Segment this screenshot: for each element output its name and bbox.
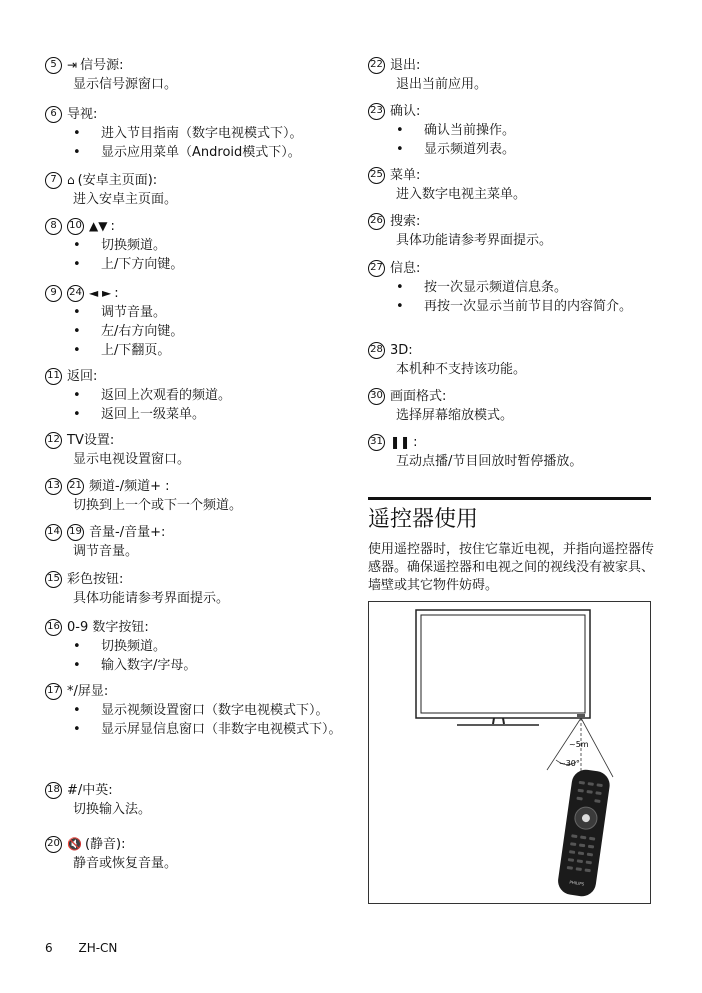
item-heading bbox=[45, 216, 345, 236]
item-heading bbox=[368, 101, 653, 121]
item-number-badge: 25 bbox=[368, 167, 385, 184]
item-bullet-list bbox=[45, 124, 345, 162]
item-title: : bbox=[413, 434, 418, 450]
item-13 bbox=[45, 476, 345, 515]
item-heading bbox=[45, 170, 345, 190]
item-14 bbox=[45, 522, 345, 561]
item-heading bbox=[45, 780, 345, 800]
item-title: 音量-/音量+: bbox=[89, 524, 166, 540]
bullet-item: • 切换频道。 bbox=[73, 236, 345, 255]
remote-control bbox=[556, 768, 611, 898]
item-heading bbox=[368, 211, 653, 231]
bullet-item: • 确认当前操作。 bbox=[396, 121, 653, 140]
bullet-item: • 显示应用菜单（Android模式下）。 bbox=[73, 143, 345, 162]
item-title: #/中英: bbox=[67, 782, 113, 798]
item-title: 退出: bbox=[390, 57, 421, 73]
item-17 bbox=[45, 681, 345, 739]
item-title: 彩色按钮: bbox=[67, 571, 124, 587]
item-description: 显示信号源窗口。 bbox=[73, 77, 178, 92]
item-number-badge: 5 bbox=[45, 57, 62, 74]
page-footer bbox=[45, 941, 139, 955]
tv-stand-neck-2 bbox=[503, 718, 504, 724]
key-icon: ▲▼ bbox=[89, 218, 108, 233]
item-8 bbox=[45, 216, 345, 274]
item-number-badge: 27 bbox=[368, 260, 385, 277]
item-heading bbox=[368, 55, 653, 75]
bullet-item: • 按一次显示频道信息条。 bbox=[396, 278, 653, 297]
item-number-badge: 11 bbox=[45, 368, 62, 385]
item-title: TV设置: bbox=[67, 432, 115, 448]
item-number-badge: 18 bbox=[45, 782, 62, 799]
item-title: 3D: bbox=[390, 342, 413, 358]
item-heading bbox=[368, 258, 653, 278]
item-15 bbox=[45, 569, 345, 608]
item-description: 具体功能请参考界面提示。 bbox=[73, 591, 230, 606]
item-number-badge: 26 bbox=[368, 213, 385, 230]
tv-remote-illustration bbox=[369, 602, 650, 903]
item-28 bbox=[368, 340, 653, 379]
page-number: 6 bbox=[45, 941, 53, 955]
item-16 bbox=[45, 617, 345, 675]
item-number-badge: 28 bbox=[368, 342, 385, 359]
item-30 bbox=[368, 386, 653, 425]
item-26 bbox=[368, 211, 653, 250]
key-icon: 🔇 bbox=[67, 836, 82, 851]
item-bullet-list bbox=[45, 637, 345, 675]
item-description: 选择屏幕缩放模式。 bbox=[396, 408, 514, 423]
bullet-item: • 显示视频设置窗口（数字电视模式下）。 bbox=[73, 701, 345, 720]
item-heading bbox=[368, 432, 653, 452]
section-paragraph: 使用遥控器时，按住它靠近电视，并指向遥控器传感器。确保遥控器和电视之间的视线没有被家具、墙壁或其它物件妨碍。 bbox=[368, 542, 655, 593]
item-description: 退出当前应用。 bbox=[396, 77, 488, 92]
item-20 bbox=[45, 834, 345, 873]
item-heading bbox=[45, 522, 345, 542]
item-title: 0-9 数字按钮: bbox=[67, 619, 149, 635]
item-title: 频道-/频道+ : bbox=[89, 478, 170, 494]
item-bullet-list bbox=[368, 278, 653, 316]
item-heading bbox=[45, 55, 345, 75]
item-description: 切换到上一个或下一个频道。 bbox=[73, 498, 243, 513]
item-number-badge: 8 bbox=[45, 218, 62, 235]
item-7 bbox=[45, 170, 345, 209]
bullet-item: • 上/下方向键。 bbox=[73, 255, 345, 274]
item-5 bbox=[45, 55, 345, 94]
bullet-item: • 进入节目指南（数字电视模式下）。 bbox=[73, 124, 345, 143]
item-title: : bbox=[114, 285, 119, 301]
item-18 bbox=[45, 780, 345, 819]
remote-usage-figure bbox=[368, 601, 651, 904]
section-title: 遥控器使用 bbox=[368, 507, 479, 532]
item-title: 确认: bbox=[390, 103, 421, 119]
key-icon: ◄ ► bbox=[89, 285, 112, 300]
item-number-badge: 7 bbox=[45, 172, 62, 189]
bullet-item: • 返回上一级菜单。 bbox=[73, 405, 345, 424]
item-title: 菜单: bbox=[390, 167, 421, 183]
item-bullet-list bbox=[45, 303, 345, 360]
item-heading bbox=[45, 366, 345, 386]
key-icon: ❚❚ bbox=[390, 434, 411, 449]
item-23 bbox=[368, 101, 653, 159]
item-number-badge: 21 bbox=[67, 478, 84, 495]
item-description: 静音或恢复音量。 bbox=[73, 856, 178, 871]
item-6 bbox=[45, 104, 345, 162]
item-27 bbox=[368, 258, 653, 316]
item-number-badge: 13 bbox=[45, 478, 62, 495]
bullet-item: • 再按一次显示当前节目的内容简介。 bbox=[396, 297, 653, 316]
remote-brand: PHILIPS bbox=[569, 879, 585, 887]
item-heading bbox=[45, 681, 345, 701]
item-heading bbox=[368, 165, 653, 185]
item-heading bbox=[368, 340, 653, 360]
item-number-badge: 14 bbox=[45, 524, 62, 541]
bullet-item: • 输入数字/字母。 bbox=[73, 656, 345, 675]
item-number-badge: 20 bbox=[45, 836, 62, 853]
item-heading bbox=[45, 104, 345, 124]
item-22 bbox=[368, 55, 653, 94]
distance-label: ~5m bbox=[569, 740, 589, 749]
item-number-badge: 23 bbox=[368, 103, 385, 120]
section-rule bbox=[368, 497, 651, 500]
bullet-item: • 显示屏显信息窗口（非数字电视模式下）。 bbox=[73, 720, 345, 739]
angle-label: ~30° bbox=[559, 759, 580, 768]
item-heading bbox=[45, 283, 345, 303]
item-title: (安卓主页面): bbox=[77, 172, 158, 188]
item-bullet-list bbox=[45, 236, 345, 274]
item-heading bbox=[368, 386, 653, 406]
item-title: : bbox=[110, 218, 115, 234]
item-description: 互动点播/节目回放时暂停播放。 bbox=[396, 454, 583, 469]
item-description: 调节音量。 bbox=[73, 544, 139, 559]
item-title: 信息: bbox=[390, 260, 421, 276]
item-bullet-list bbox=[45, 386, 345, 424]
item-description: 具体功能请参考界面提示。 bbox=[396, 233, 553, 248]
item-title: (静音): bbox=[84, 836, 126, 852]
item-heading bbox=[45, 834, 345, 854]
item-title: 返回: bbox=[67, 368, 98, 384]
bullet-item: • 切换频道。 bbox=[73, 637, 345, 656]
item-number-badge: 12 bbox=[45, 432, 62, 449]
item-number-badge: 31 bbox=[368, 434, 385, 451]
item-number-badge: 6 bbox=[45, 106, 62, 123]
item-description: 本机种不支持该功能。 bbox=[396, 362, 527, 377]
item-title: */屏显: bbox=[67, 683, 109, 699]
item-title: 信号源: bbox=[80, 57, 124, 73]
item-number-badge: 9 bbox=[45, 285, 62, 302]
key-icon: ⌂ bbox=[67, 172, 75, 187]
item-number-badge: 16 bbox=[45, 619, 62, 636]
bullet-item: • 显示频道列表。 bbox=[396, 140, 653, 159]
item-number-badge: 15 bbox=[45, 571, 62, 588]
bullet-item: • 调节音量。 bbox=[73, 303, 345, 322]
item-description: 切换输入法。 bbox=[73, 802, 152, 817]
bullet-item: • 返回上次观看的频道。 bbox=[73, 386, 345, 405]
language-code: ZH-CN bbox=[78, 941, 118, 955]
item-title: 搜索: bbox=[390, 213, 421, 229]
tv-screen bbox=[421, 615, 585, 713]
item-number-badge: 24 bbox=[67, 285, 84, 302]
item-bullet-list bbox=[45, 701, 345, 739]
item-number-badge: 19 bbox=[67, 524, 84, 541]
bullet-item: • 上/下翻页。 bbox=[73, 341, 345, 360]
item-description: 进入安卓主页面。 bbox=[73, 192, 178, 207]
item-number-badge: 17 bbox=[45, 683, 62, 700]
key-icon: ⇥ bbox=[67, 57, 78, 72]
item-9 bbox=[45, 283, 345, 360]
item-title: 导视: bbox=[67, 106, 98, 122]
tv-stand-neck bbox=[493, 718, 494, 724]
item-number-badge: 22 bbox=[368, 57, 385, 74]
item-12 bbox=[45, 430, 345, 469]
item-heading bbox=[45, 430, 345, 450]
item-11 bbox=[45, 366, 345, 424]
item-heading bbox=[45, 476, 345, 496]
item-number-badge: 30 bbox=[368, 388, 385, 405]
item-bullet-list bbox=[368, 121, 653, 159]
item-25 bbox=[368, 165, 653, 204]
item-description: 显示电视设置窗口。 bbox=[73, 452, 191, 467]
item-heading bbox=[45, 569, 345, 589]
item-title: 画面格式: bbox=[390, 388, 447, 404]
item-number-badge: 10 bbox=[67, 218, 84, 235]
item-description: 进入数字电视主菜单。 bbox=[396, 187, 527, 202]
remote-sensor bbox=[577, 714, 585, 717]
item-31 bbox=[368, 432, 653, 471]
item-heading bbox=[45, 617, 345, 637]
remote-body bbox=[556, 768, 611, 898]
bullet-item: • 左/右方向键。 bbox=[73, 322, 345, 341]
